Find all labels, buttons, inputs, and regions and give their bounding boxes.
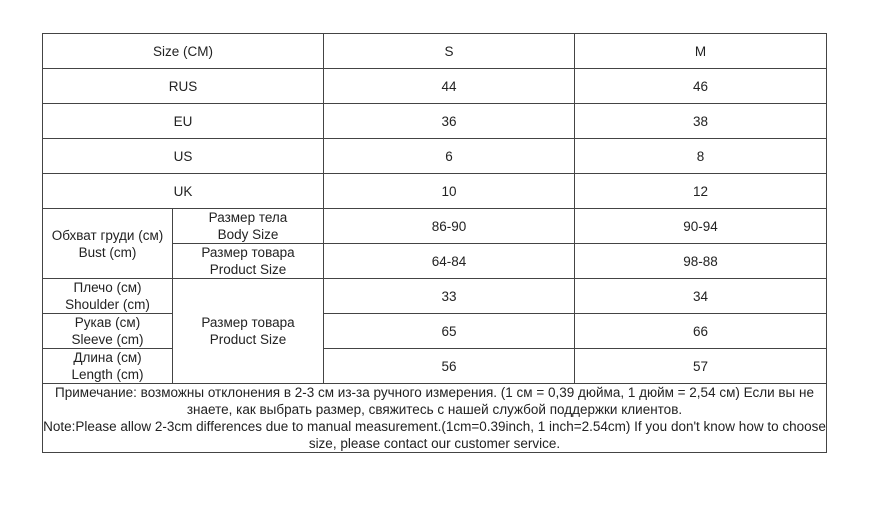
header-size-m: M (575, 34, 827, 69)
cell-bust-product-s: 64-84 (324, 244, 575, 279)
cell-rus-s: 44 (324, 69, 575, 104)
sleeve-label-en: Sleeve (cm) (71, 332, 144, 347)
header-size-label: Size (CM) (43, 34, 324, 69)
bust-label-en: Bust (cm) (78, 244, 137, 260)
cell-length-s: 56 (324, 349, 575, 384)
header-row (43, 34, 827, 69)
note-cell (43, 384, 827, 453)
cell-bust-body-s: 86-90 (324, 209, 575, 244)
sleeve-label-ru: Рукав (см) (74, 315, 141, 330)
cell-us-s: 6 (324, 139, 575, 174)
cell-sleeve-m: 66 (575, 314, 827, 349)
header-size-s: S (324, 34, 575, 69)
shoulder-label-en: Shoulder (cm) (65, 297, 150, 312)
shoulder-label-ru: Плечо (см) (73, 280, 142, 295)
bust-label-ru: Обхват груди (см) (51, 227, 164, 243)
cell-eu-m: 38 (575, 104, 827, 139)
cell-shoulder-s: 33 (324, 279, 575, 314)
length-label (43, 349, 173, 384)
cell-bust-body-m: 90-94 (575, 209, 827, 244)
cell-eu-s: 36 (324, 104, 575, 139)
shoulder-label (43, 279, 173, 314)
table-row (43, 279, 827, 314)
cell-rus-m: 46 (575, 69, 827, 104)
table-row (43, 314, 827, 349)
product-size-ru: Размер товара (201, 245, 295, 260)
length-label-en: Length (cm) (71, 367, 144, 382)
table-row (43, 209, 827, 244)
measure-product-size-label (173, 279, 324, 384)
cell-bust-product-m: 98-88 (575, 244, 827, 279)
row-label-us: US (43, 139, 324, 174)
bust-product-size-label (173, 244, 324, 279)
table-row (43, 69, 827, 104)
table-row (43, 349, 827, 384)
size-chart-table (42, 33, 827, 453)
cell-shoulder-m: 34 (575, 279, 827, 314)
length-label-ru: Длина (см) (73, 350, 142, 365)
table-row (43, 174, 827, 209)
bust-body-size-label (173, 209, 324, 244)
body-size-en: Body Size (217, 227, 279, 242)
sleeve-label (43, 314, 173, 349)
note-ru: Примечание: возможны отклонения в 2-3 см из-за ручного измерения. (1 см = 0,39 дюйма, 1 дюйм = 2,54 см) Если вы не знаете, как выбрать размер, свяжитесь с нашей службой поддержки клиентов. (55, 385, 814, 417)
row-label-rus: RUS (43, 69, 324, 104)
cell-length-m: 57 (575, 349, 827, 384)
cell-us-m: 8 (575, 139, 827, 174)
cell-sleeve-s: 65 (324, 314, 575, 349)
cell-uk-m: 12 (575, 174, 827, 209)
table-row (43, 139, 827, 174)
bust-label (43, 209, 173, 279)
measure-product-size-ru: Размер товара (201, 315, 295, 330)
row-label-uk: UK (43, 174, 324, 209)
note-row (43, 384, 827, 453)
measure-product-size-en: Product Size (209, 332, 287, 347)
note-en: Note:Please allow 2-3cm differences due to manual measurement.(1cm=0.39inch, 1 inch=2.54cm) If you don't know how to choose size, please contact our customer service. (43, 419, 826, 451)
cell-uk-s: 10 (324, 174, 575, 209)
body-size-ru: Размер тела (208, 210, 288, 225)
row-label-eu: EU (43, 104, 324, 139)
product-size-en: Product Size (209, 262, 287, 277)
table-row (43, 104, 827, 139)
